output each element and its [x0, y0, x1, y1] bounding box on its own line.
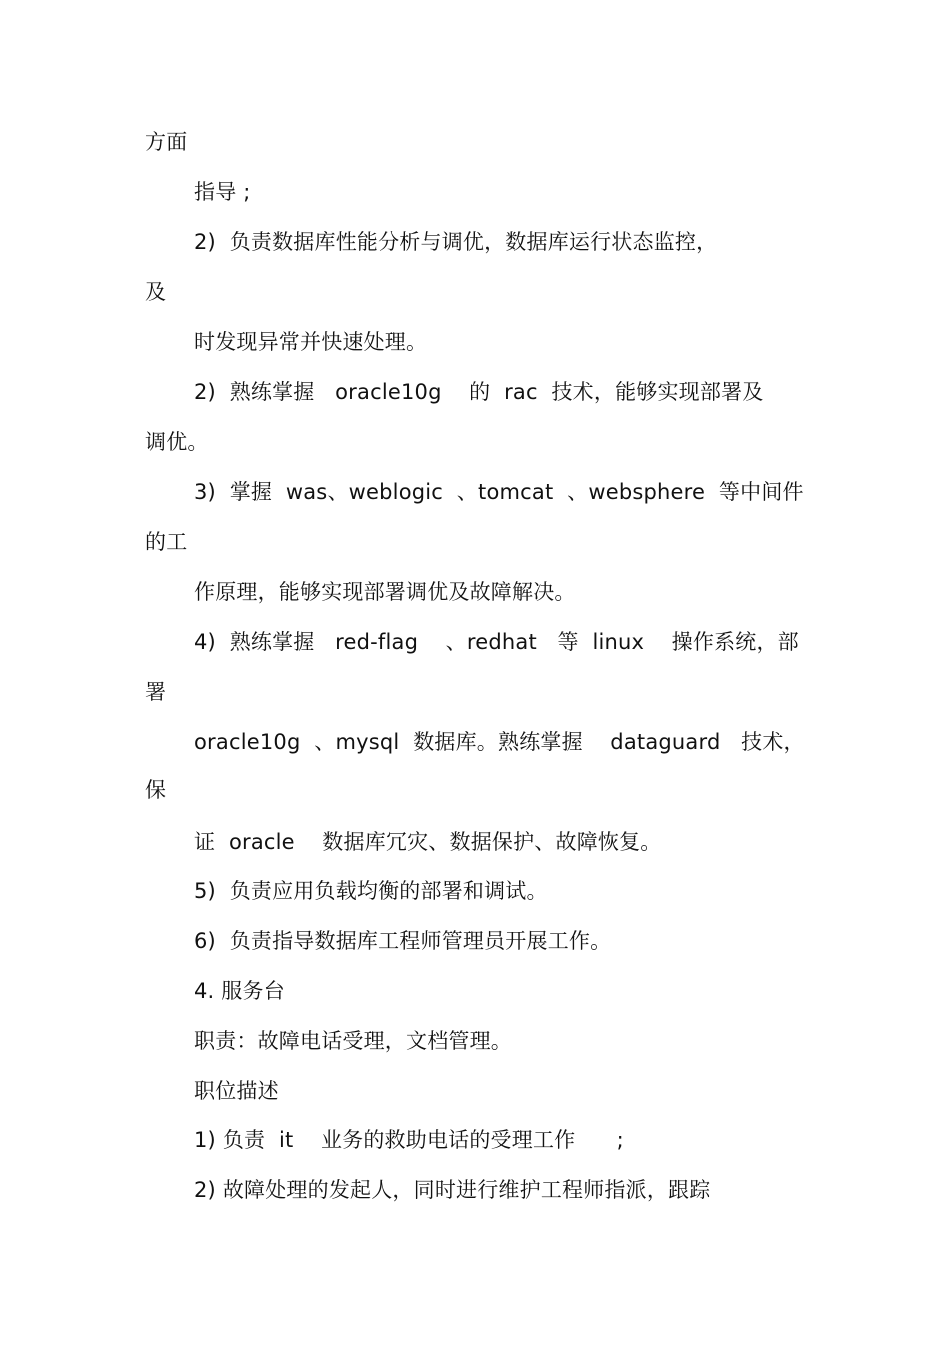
- text-line: 2) 负责数据库性能分析与调优，数据库运行状态监控，: [194, 230, 718, 254]
- text-line: 调优。: [145, 430, 209, 454]
- text-line: 署: [145, 680, 167, 704]
- text-line: 指导 ;: [194, 180, 251, 204]
- text-line: 2) 故障处理的发起人，同时进行维护工程师指派，跟踪: [194, 1178, 711, 1202]
- text-line: 职责：故障电话受理，文档管理。: [194, 1029, 512, 1053]
- text-line: 方面: [145, 130, 188, 154]
- text-line: 1) 负责 it 业务的救助电话的受理工作 ;: [194, 1128, 624, 1152]
- text-line: 6) 负责指导数据库工程师管理员开展工作。: [194, 929, 612, 953]
- text-line: 3) 掌握 was、weblogic 、tomcat 、websphere 等中间件: [194, 480, 804, 504]
- text-line: 4) 熟练掌握 red-flag 、redhat 等 linux 操作系统，部: [194, 630, 799, 654]
- text-line: 证 oracle 数据库冗灾、数据保护、故障恢复。: [194, 830, 662, 854]
- text-line: 保: [145, 778, 167, 802]
- text-line: oracle10g 、mysql 数据库。熟练掌握 dataguard 技术，: [194, 730, 805, 754]
- text-line: 2) 熟练掌握 oracle10g 的 rac 技术，能够实现部署及: [194, 380, 764, 404]
- text-line: 时发现异常并快速处理。: [194, 330, 428, 354]
- text-line: 5) 负责应用负载均衡的部署和调试。: [194, 879, 548, 903]
- section-heading: 4. 服务台: [194, 979, 285, 1003]
- subheading: 职位描述: [194, 1079, 279, 1103]
- text-line: 及: [145, 280, 167, 304]
- text-line: 的工: [145, 530, 188, 554]
- text-line: 作原理，能够实现部署调优及故障解决。: [194, 580, 576, 604]
